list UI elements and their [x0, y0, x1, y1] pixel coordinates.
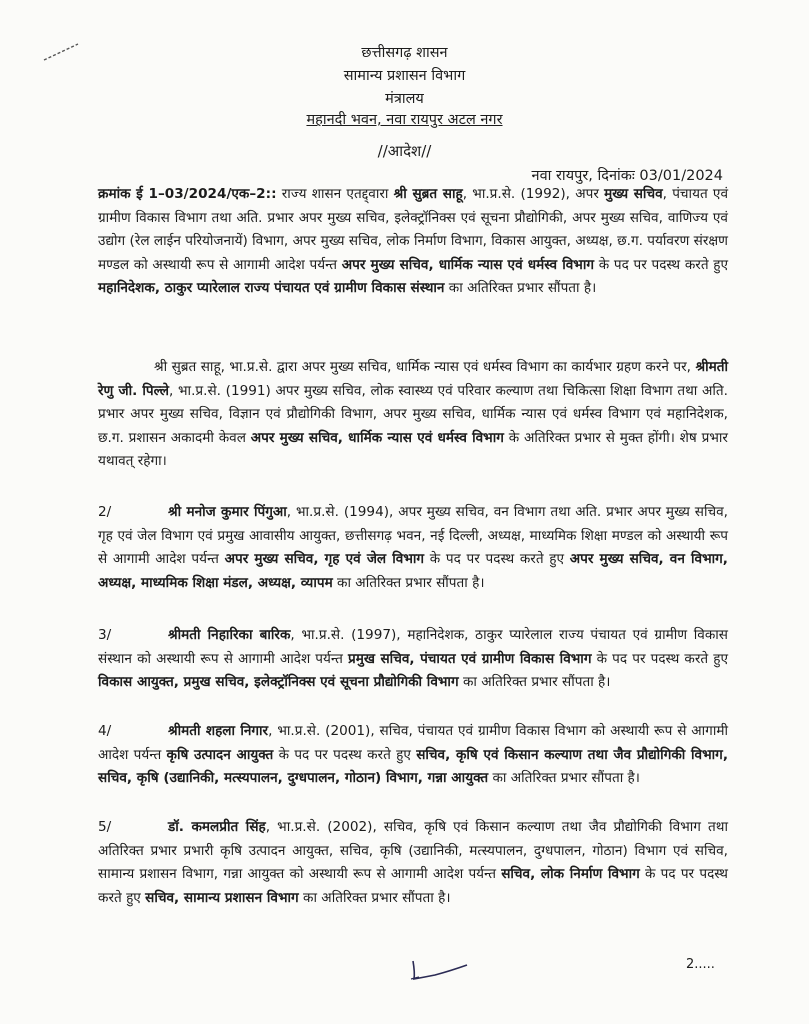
paragraph-number: 5/ — [98, 819, 112, 835]
paragraph-2: 2/ श्री मनोज कुमार पिंगुआ, भा.प्र.से. (1994), अपर मुख्य सचिव, वन विभाग तथा अति. प्रभार अपर मुख्य सचिव, गृह एवं जेल विभाग एवं प्रमुख आवासीय आयुक्त, छत्तीसगढ़ भवन, नई दिल्ली, अध्यक्ष, माध्यमिक शिक्षा मण्डल को अस्थायी रूप से आगामी आदेश पर्यन्त अपर मुख्य सचिव, गृह एवं जेल विभाग के पद पर पदस्थ करते हुए अपर मुख्य सचिव, वन विभाग, अध्यक्ष, माध्यमिक शिक्षा मंडल, अध्यक्ष, व्यापम का अतिरिक्त प्रभार सौंपता है। — [98, 501, 728, 595]
paragraph-number: 4/ — [98, 723, 112, 739]
paragraph-3: 3/ श्रीमती निहारिका बारिक, भा.प्र.से. (1997), महानिदेशक, ठाकुर प्यारेलाल राज्य पंचायत एवं ग्रामीण विकास संस्थान को अस्थायी रूप से आगामी आदेश पर्यन्त प्रमुख सचिव, पंचायत एवं ग्रामीण विकास विभाग के पद पर पदस्थ करते हुए विकास आयुक्त, प्रमुख सचिव, इलेक्ट्रॉनिक्स एवं सूचना प्रौद्योगिकी विभाग का अतिरिक्त प्रभार सौंपता है। — [98, 624, 728, 695]
place-date: नवा रायपुर, दिनांकः 03/01/2024 — [531, 168, 723, 184]
order-title: //आदेश// — [377, 142, 432, 160]
secretariat-name: मंत्रालय — [385, 91, 424, 107]
paragraph-relief: श्री सुब्रत साहू, भा.प्र.से. द्वारा अपर मुख्य सचिव, धार्मिक न्यास एवं धर्मस्व विभाग का कार्यभार ग्रहण करने पर, श्रीमती रेणु जी. पिल्ले, भा.प्र.से. (1991) अपर मुख्य सचिव, लोक स्वास्थ्य एवं परिवार कल्याण तथा चिकित्सा शिक्षा विभाग तथा अति. प्रभार अपर मुख्य सचिव, विज्ञान एवं प्रौद्योगिकी विभाग, अपर मुख्य सचिव, धार्मिक न्यास एवं धर्मस्व विभाग एवं महानिदेशक, छ.ग. प्रशासन अकादमी केवल अपर मुख्य सचिव, धार्मिक न्यास एवं धर्मस्व विभाग के अतिरिक्त प्रभार से मुक्त होंगी। शेष प्रभार यथावत् रहेगा। — [98, 359, 728, 470]
office-address: महानदी भवन, नवा रायपुर अटल नगर — [306, 112, 503, 128]
paragraph-4: 4/ श्रीमती शहला निगार, भा.प्र.से. (2001), सचिव, पंचायत एवं ग्रामीण विकास विभाग को अस्थायी रूप से आगामी आदेश पर्यन्त कृषि उत्पादन आयुक्त के पद पर पदस्थ करते हुए सचिव, कृषि एवं किसान कल्याण तथा जैव प्रौद्योगिकी विभाग, सचिव, कृषि (उद्यानिकी, मत्स्यपालन, दुग्धपालन, गोठान) विभाग, गन्ना आयुक्त का अतिरिक्त प्रभार सौंपता है। — [98, 720, 728, 791]
initial-signature-icon — [405, 955, 475, 985]
next-page-indicator: 2..... — [686, 957, 715, 972]
govt-name: छत्तीसगढ़ शासन — [361, 45, 448, 61]
paragraph-main-order: क्रमांक ई 1–03/2024/एक–2:: राज्य शासन एतद्द्वारा श्री सुब्रत साहू, भा.प्र.से. (1992), अपर मुख्य सचिव, पंचायत एवं ग्रामीण विकास विभाग तथा अति. प्रभार अपर मुख्य सचिव, इलेक्ट्रॉनिक्स एवं सूचना प्रौद्योगिकी, अपर मुख्य सचिव, वाणिज्य एवं उद्योग (रेल लाईन परियोजनायें) विभाग, अपर मुख्य सचिव, लोक निर्माण विभाग, विकास आयुक्त, अध्यक्ष, छ.ग. पर्यावरण संरक्षण मण्डल को अस्थायी रूप से आगामी आदेश पर्यन्त अपर मुख्य सचिव, धार्मिक न्यास एवं धर्मस्व विभाग के पद पर पदस्थ करते हुए महानिदेशक, ठाकुर प्यारेलाल राज्य पंचायत एवं ग्रामीण विकास संस्थान का अतिरिक्त प्रभार सौंपता है। — [98, 186, 729, 297]
paragraph-5: 5/ डॉ. कमलप्रीत सिंह, भा.प्र.से. (2002), सचिव, कृषि एवं किसान कल्याण तथा जैव प्रौद्योगिकी विभाग तथा अतिरिक्त प्रभार प्रभारी कृषि उत्पादन आयुक्त, सचिव, कृषि (उद्यानिकी, मत्स्यपालन, दुग्धपालन, गोठान) विभाग एवं सचिव, सामान्य प्रशासन विभाग, गन्ना आयुक्त को अस्थायी रूप से आगामी आदेश पर्यन्त सचिव, लोक निर्माण विभाग के पद पर पदस्थ करते हुए सचिव, सामान्य प्रशासन विभाग का अतिरिक्त प्रभार सौंपता है। — [98, 816, 728, 910]
order-reference: क्रमांक ई 1–03/2024/एक–2:: — [98, 186, 277, 202]
paragraph-number: 2/ — [98, 504, 112, 520]
paragraph-number: 3/ — [98, 627, 112, 643]
department-name: सामान्य प्रशासन विभाग — [343, 68, 466, 84]
